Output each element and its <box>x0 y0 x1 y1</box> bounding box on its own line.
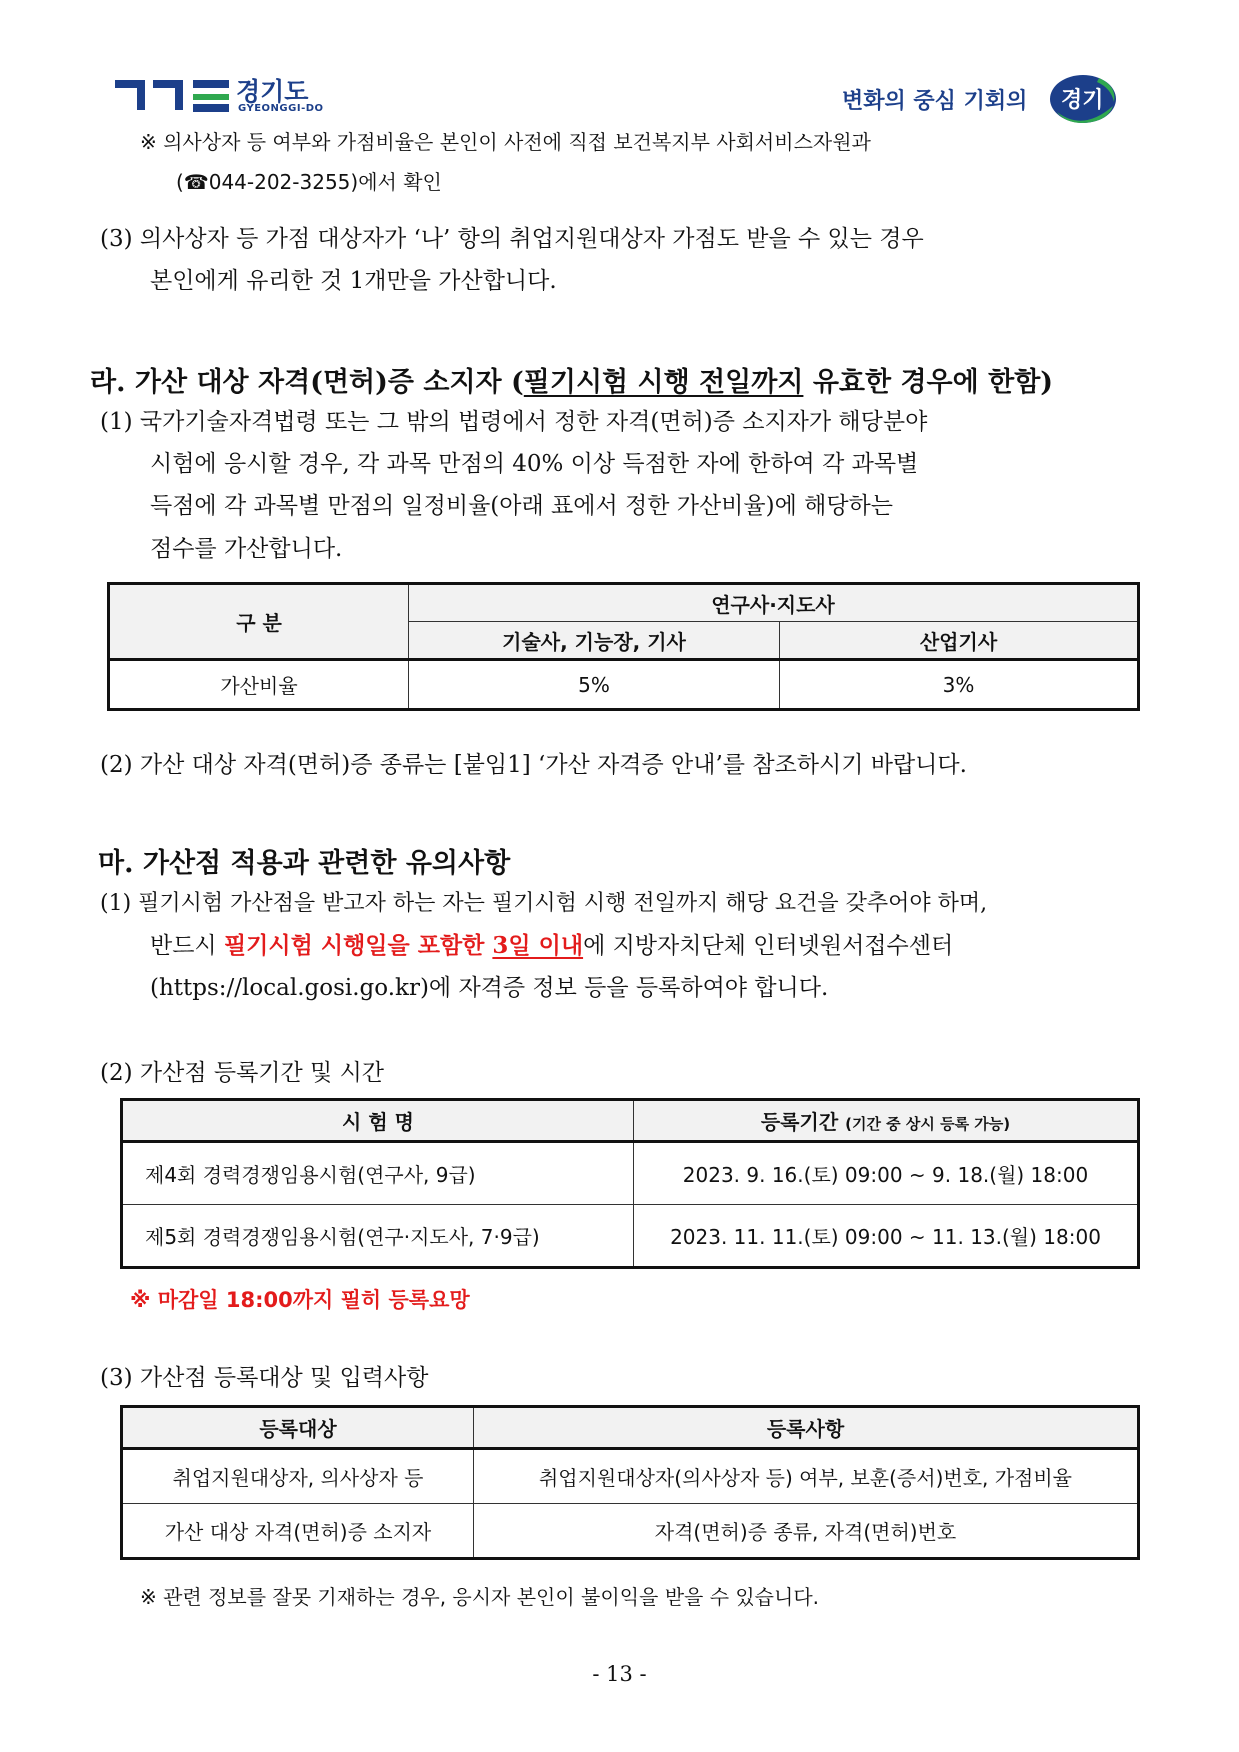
table-cell: 5% <box>409 660 780 710</box>
heading-underlined: 필기시험 시행 전일까지 <box>523 367 804 398</box>
registration-period-table <box>120 1098 1140 1269</box>
paragraph-line: (1) 필기시험 가산점을 받고자 하는 자는 필기시험 시행 전일까지 해당 요건을 갖추어야 하며, <box>100 891 988 916</box>
table-header: 등록사항 <box>474 1407 1139 1449</box>
paragraph-line: (3) 가산점 등록대상 및 입력사항 <box>100 1365 429 1391</box>
table-header: 기술사, 기능장, 기사 <box>409 622 780 660</box>
table-cell: 제5회 경력경쟁임용시험(연구·지도사, 7·9급) <box>122 1205 634 1268</box>
deadline-note: ※ 마감일 18:00까지 필히 등록요망 <box>130 1288 470 1312</box>
table-header: 등록대상 <box>122 1407 474 1449</box>
table-cell: 가산 대상 자격(면허)증 소지자 <box>122 1504 474 1559</box>
section-heading <box>90 360 1053 399</box>
text-part: 반드시 <box>150 933 224 959</box>
page-number: - 13 - <box>592 1662 647 1686</box>
logo-title: 경기도 <box>236 77 309 106</box>
table-cell: 2023. 11. 11.(토) 09:00 ~ 11. 13.(월) 18:00 <box>634 1205 1139 1268</box>
registration-items-table <box>120 1405 1140 1560</box>
paragraph-line: 본인에게 유리한 것 1개만을 가산합니다. <box>150 268 557 294</box>
paragraph-line: (2) 가산점 등록기간 및 시간 <box>100 1060 385 1086</box>
paragraph-line: 득점에 각 과목별 만점의 일정비율(아래 표에서 정한 가산비율)에 해당하는 <box>150 493 893 519</box>
table-cell: 3% <box>780 660 1139 710</box>
header-main: 등록기간 <box>760 1110 839 1134</box>
logo-subtitle: GYEONGGI-DO <box>238 103 324 114</box>
heading-part: 라. 가산 대상 자격(면허)증 소지자 ( <box>90 367 524 398</box>
table-header <box>634 1100 1139 1142</box>
note-line: ※ 의사상자 등 여부와 가점비율은 본인이 사전에 직접 보건복지부 사회서비스자원과 <box>140 130 871 154</box>
table-cell: 자격(면허)증 종류, 자격(면허)번호 <box>474 1504 1139 1559</box>
note-line: (☎044-202-3255)에서 확인 <box>176 170 442 194</box>
highlight-underlined: 3일 이내 <box>492 932 584 959</box>
table-header: 산업기사 <box>780 622 1139 660</box>
gyeonggi-logo-icon <box>113 76 233 116</box>
paragraph-line <box>150 931 953 961</box>
slogan-text: 변화의 중심 기회의 <box>842 89 1028 114</box>
table-cell: 가산비율 <box>109 660 409 710</box>
header-sub: (기간 중 상시 등록 가능) <box>845 1115 1011 1133</box>
paragraph-line: (1) 국가기술자격법령 또는 그 밖의 법령에서 정한 자격(면허)증 소지자가 해당분야 <box>100 409 928 435</box>
paragraph-line: 시험에 응시할 경우, 각 과목 만점의 40% 이상 득점한 자에 한하여 각 과목별 <box>150 451 919 477</box>
table-header: 연구사·지도사 <box>409 584 1139 622</box>
text-part: 에 지방자치단체 인터넷원서접수센터 <box>583 933 954 959</box>
badge-text: 경기 <box>1061 88 1104 113</box>
paragraph-line: (3) 의사상자 등 가점 대상자가 ‘나’ 항의 취업지원대상자 가점도 받을 수 있는 경우 <box>100 226 924 252</box>
table-cell: 취업지원대상자(의사상자 등) 여부, 보훈(증서)번호, 가점비율 <box>474 1449 1139 1504</box>
paragraph-line: 점수를 가산합니다. <box>150 536 343 562</box>
highlight-text: 필기시험 시행일을 포함한 <box>223 932 493 959</box>
paragraph-line: (https://local.gosi.go.kr)에 자격증 정보 등을 등록하여야 합니다. <box>150 975 829 1001</box>
final-note: ※ 관련 정보를 잘못 기재하는 경우, 응시자 본인이 불이익을 받을 수 있습니다. <box>140 1585 820 1609</box>
table-header: 구 분 <box>109 584 409 660</box>
heading-part: 유효한 경우에 한함) <box>803 367 1054 398</box>
table-cell: 2023. 9. 16.(토) 09:00 ~ 9. 18.(월) 18:00 <box>634 1142 1139 1205</box>
paragraph-line: (2) 가산 대상 자격(면허)증 종류는 [붙임1] ‘가산 자격증 안내’를 참조하시기 바랍니다. <box>100 752 967 778</box>
table-cell: 취업지원대상자, 의사상자 등 <box>122 1449 474 1504</box>
section-heading: 마. 가산점 적용과 관련한 유의사항 <box>98 848 511 879</box>
table-header: 시 험 명 <box>122 1100 634 1142</box>
bonus-rate-table <box>107 582 1140 711</box>
table-cell: 제4회 경력경쟁임용시험(연구사, 9급) <box>122 1142 634 1205</box>
